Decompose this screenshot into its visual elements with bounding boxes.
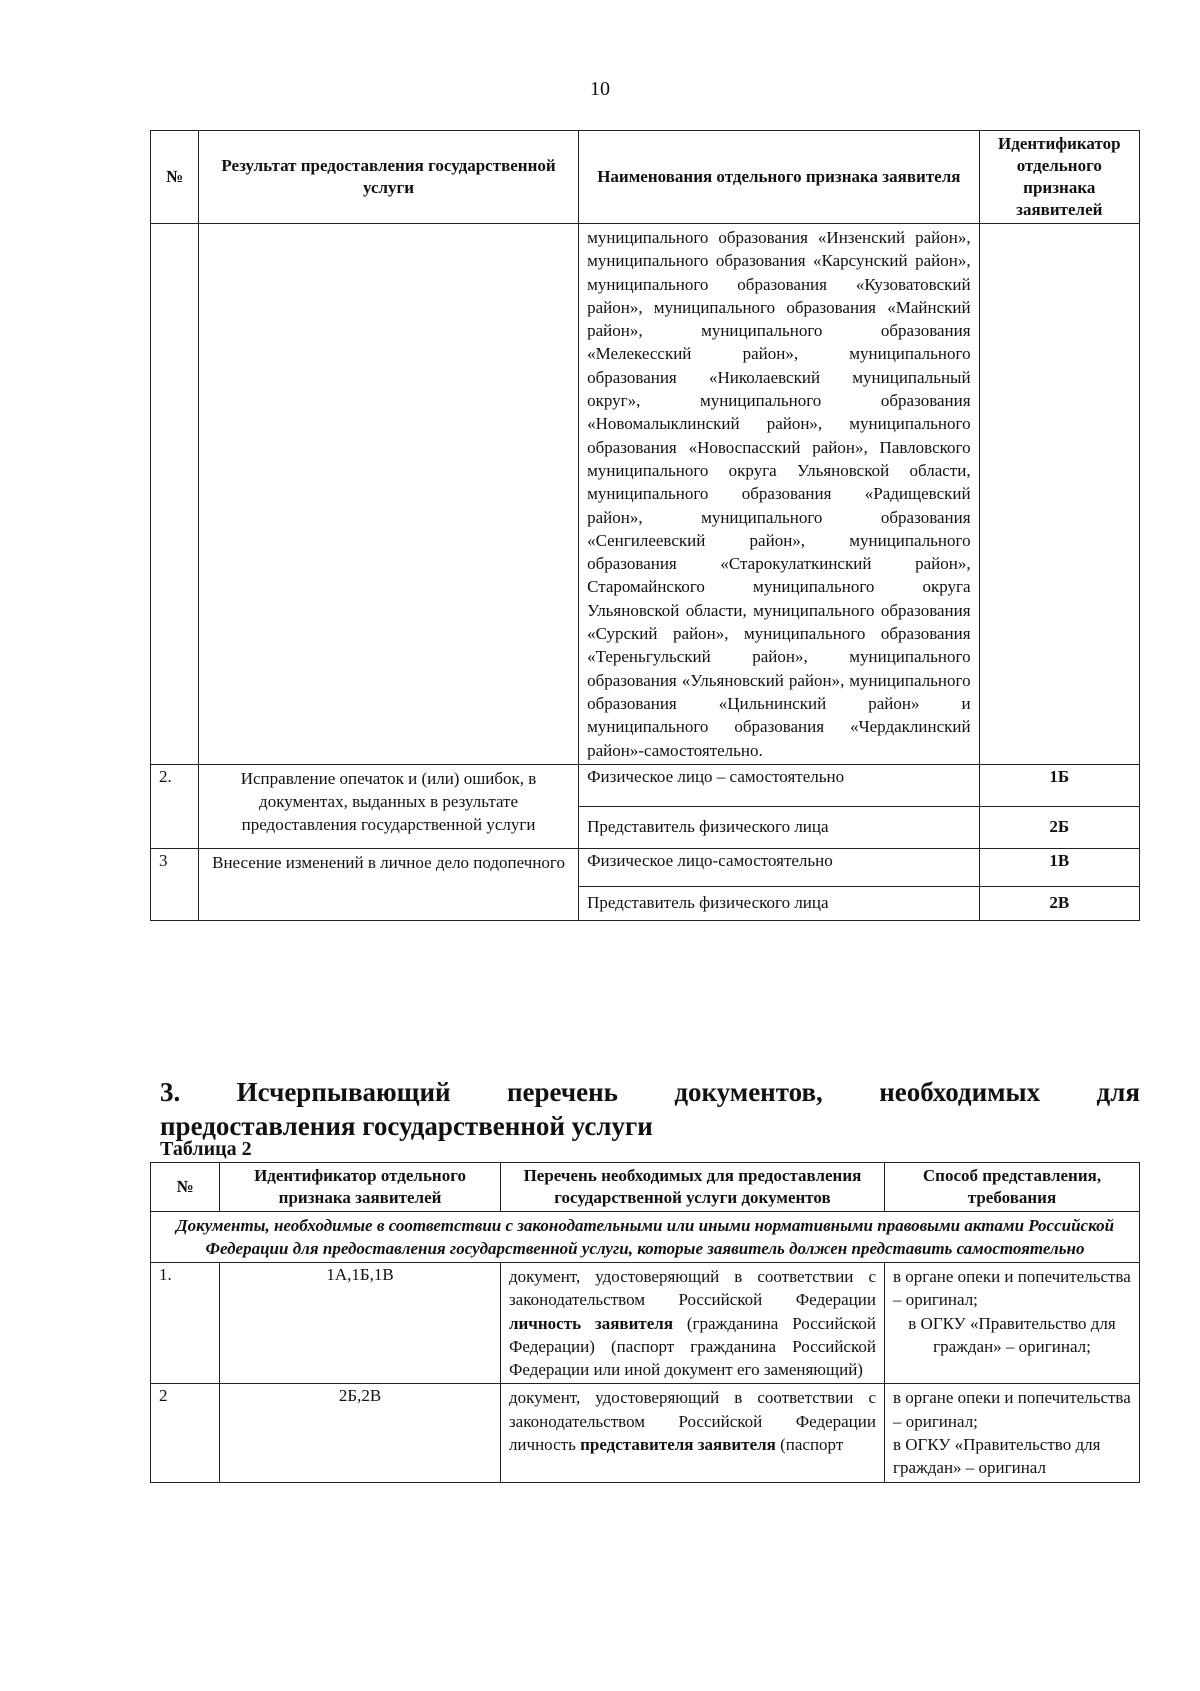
page-number: 10 (590, 78, 610, 100)
header-feature-name: Наименования отдельного признака заявителя (579, 131, 980, 224)
cell-result: Внесение изменений в личное дело подопечного (199, 848, 579, 920)
section-heading (160, 1075, 1140, 1143)
cell-submission-method (884, 1384, 1139, 1482)
table-caption: Таблица 2 (160, 1138, 252, 1160)
table-row (151, 224, 1140, 765)
method-line: в органе опеки и попечительства – оригинал; (892, 1388, 1131, 1431)
section-word: документов, (674, 1077, 823, 1107)
table-row (151, 1263, 1140, 1384)
document-text-bold: представителя заявителя (580, 1435, 776, 1455)
header-documents-list: Перечень необходимых для предоставления государственной услуги документов (500, 1163, 884, 1212)
cell-result: Исправление опечаток и (или) ошибок, в документах, выданных в результате предоставления государственной услуги (199, 764, 579, 848)
cell-feature-name: Физическое лицо – самостоятельно (579, 764, 980, 806)
cell-num: 2 (151, 1384, 220, 1482)
header-submission-method: Способ представления, требования (884, 1163, 1139, 1212)
documents-table (150, 1162, 1140, 1483)
table-header-row (151, 1163, 1140, 1212)
section-number: 3. (160, 1077, 181, 1107)
table-header-row (151, 131, 1140, 224)
method-line: в органе опеки и попечительства – оригинал; (892, 1267, 1131, 1310)
cell-feature-id: 1А,1Б,1В (220, 1263, 501, 1384)
table-row (151, 1384, 1140, 1482)
method-line: в ОГКУ «Правительство для граждан» – оригинал; (908, 1313, 1116, 1356)
table-row (151, 764, 1140, 806)
document-text: (паспорт (775, 1435, 844, 1455)
cell-feature-name: Физическое лицо-самостоятельно (579, 848, 980, 886)
cell-feature-id (979, 224, 1139, 765)
section-word: для (1096, 1077, 1140, 1107)
header-feature-id: Идентификатор отдельного признака заявителей (220, 1163, 501, 1212)
header-feature-id: Идентификатор отдельного признака заявителей (979, 131, 1139, 224)
document-text: (гражданина Российской Федерации) (паспорт гражданина Российской Федерации или иной документ его заменяющий) (508, 1313, 876, 1380)
header-result: Результат предоставления государственной услуги (199, 131, 579, 224)
cell-num: 2. (151, 764, 199, 848)
cell-feature-name: Представитель физического лица (579, 806, 980, 848)
cell-feature-id: 1Б (979, 764, 1139, 806)
cell-result (199, 224, 579, 765)
cell-num: 1. (151, 1263, 220, 1384)
cell-document (500, 1384, 884, 1482)
section-heading-line2: предоставления государственной услуги (160, 1111, 653, 1141)
method-line: в ОГКУ «Правительство для граждан» – оригинал (892, 1435, 1101, 1478)
header-num: № (151, 1163, 220, 1212)
cell-feature-id: 2Б (979, 806, 1139, 848)
cell-submission-method (884, 1263, 1139, 1384)
cell-feature-name-continued: муниципального образования «Инзенский район», муниципального образования «Карсунский район», муниципального образования «Кузоватовский район», муниципального образования «Майнский район», муниципального образования «Мелекесский район», муниципального образования «Николаевский муниципальный округ», муниципального образования «Новомалыклинский район», муниципального образования «Новоспасский район», Павловского муниципального округа Ульяновской области, муниципального образования «Радищевский район», муниципального образования «Сенгилеевский район», муниципального образования «Старокулаткинский район», Старомайнского муниципального округа Ульяновской области, муниципального образования «Сурский район», муниципального образования «Тереньгульский район», муниципального образования «Ульяновский район», муниципального образования «Цильнинский район» и муниципального образования «Чердаклинский район»-самостоятельно. (579, 224, 980, 765)
cell-feature-id: 2Б,2В (220, 1384, 501, 1482)
document-text-bold: личность заявителя (508, 1313, 674, 1333)
cell-feature-id: 1В (979, 848, 1139, 886)
group-heading: Документы, необходимые в соответствии с законодательными или иными нормативными правовыми актами Российской Федерации для предоставления государственной услуги, которые заявитель должен представить самостоятельно (151, 1212, 1140, 1263)
table-row (151, 848, 1140, 886)
document-text: документ, удостоверяющий в соответствии с законодательством Российской Федерации личность (508, 1388, 876, 1455)
cell-feature-id: 2В (979, 886, 1139, 920)
section-word: перечень (507, 1077, 618, 1107)
header-num: № (151, 131, 199, 224)
applicant-features-table (150, 130, 1140, 921)
cell-num (151, 224, 199, 765)
document-text: документ, удостоверяющий в соответствии с законодательством Российской Федерации (508, 1267, 876, 1310)
group-heading-row (151, 1212, 1140, 1263)
section-word: Исчерпывающий (236, 1077, 451, 1107)
cell-feature-name: Представитель физического лица (579, 886, 980, 920)
section-word: необходимых (879, 1077, 1041, 1107)
cell-document (500, 1263, 884, 1384)
cell-num: 3 (151, 848, 199, 920)
